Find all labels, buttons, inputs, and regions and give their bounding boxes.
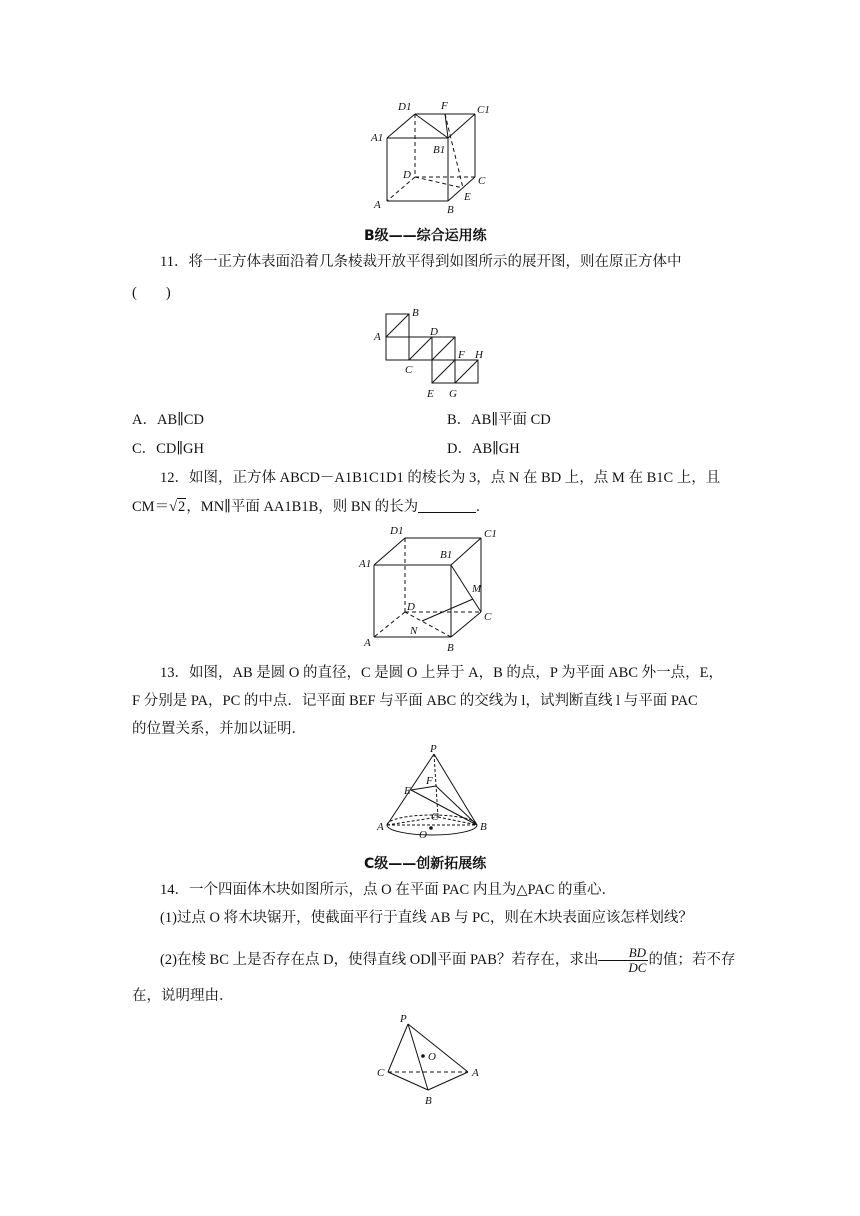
q12-label-C1: C1 bbox=[484, 528, 497, 540]
q14-line2: (1)过点 O 将木块锯开，使截面平行于直线 AB 与 PC，则在木块表面应该怎样划线？ bbox=[160, 910, 693, 926]
q13-label-A: A bbox=[377, 821, 384, 833]
q13-line3: 的位置关系，并加以证明． bbox=[132, 721, 306, 737]
q12-label-B: B bbox=[447, 642, 454, 654]
label-A1: A1 bbox=[371, 132, 384, 144]
q11-option-a: A．AB∥CD bbox=[132, 412, 204, 428]
net-label-H: H bbox=[475, 349, 483, 361]
q14-label-B: B bbox=[425, 1095, 432, 1107]
q12-label-D1: D1 bbox=[390, 525, 404, 537]
label-C: C bbox=[478, 175, 486, 187]
tetrahedron-figure bbox=[376, 1012, 488, 1108]
sqrt-expression: √2 bbox=[169, 499, 186, 515]
label-B1: B1 bbox=[433, 144, 446, 156]
label-D: D bbox=[403, 169, 411, 181]
net-label-A: A bbox=[374, 331, 381, 343]
section-c-heading: C级——创新拓展练 bbox=[364, 856, 487, 872]
net-label-F: F bbox=[458, 349, 465, 361]
label-F: F bbox=[441, 100, 448, 112]
net-label-G: G bbox=[449, 388, 457, 400]
fraction-numerator: BD bbox=[598, 946, 648, 961]
q13-label-O: O bbox=[419, 829, 427, 841]
q14-line1: 14．一个四面体木块如图所示，点 O 在平面 PAC 内且为△PAC 的重心． bbox=[160, 882, 616, 898]
sqrt-radicand: 2 bbox=[178, 499, 186, 515]
q12-label-N: N bbox=[410, 625, 418, 637]
fraction-denominator: DC bbox=[628, 960, 647, 975]
q11-line2: ( ) bbox=[132, 285, 171, 301]
q12-line2-a: CM＝ bbox=[132, 499, 170, 515]
label-D1: D1 bbox=[398, 101, 412, 113]
q13-line2: F 分别是 PA，PC 的中点．记平面 BEF 与平面 ABC 的交线为 l，试判断直线 l 与平面 PAC bbox=[132, 693, 698, 709]
q13-line1: 13．如图，AB 是圆 O 的直径，C 是圆 O 上异于 A，B 的点，P 为平面 ABC 外一点，E， bbox=[160, 665, 723, 681]
q12-label-M: M bbox=[472, 583, 482, 595]
q14-line3 bbox=[132, 946, 735, 975]
q13-label-P: P bbox=[430, 743, 437, 755]
q12-label-C: C bbox=[484, 611, 492, 623]
net-label-C: C bbox=[405, 364, 413, 376]
q11-option-b: B．AB∥平面 CD bbox=[447, 412, 551, 428]
q12-line2 bbox=[132, 497, 480, 517]
q14-label-O: O bbox=[428, 1051, 436, 1063]
q12-line2-end: . bbox=[476, 499, 480, 515]
label-A: A bbox=[374, 199, 381, 211]
q13-label-B: B bbox=[480, 821, 487, 833]
q12-label-B1: B1 bbox=[440, 549, 453, 561]
q12-line1: 12．如图，正方体 ABCD－A1B1C1D1 的棱长为 3，点 N 在 BD 上，点 M 在 B1C 上，且 bbox=[160, 470, 721, 486]
net-figure bbox=[370, 304, 495, 404]
cube-figure-top bbox=[368, 98, 498, 216]
q12-line2-b: ，MN∥平面 AA1B1B，则 BN 的长为 bbox=[186, 499, 419, 515]
q14-line4: 在，说明理由． bbox=[132, 988, 234, 1004]
net-label-B: B bbox=[412, 307, 419, 319]
q14-label-A: A bbox=[472, 1067, 479, 1079]
cone-figure bbox=[374, 742, 494, 842]
net-label-E: E bbox=[427, 388, 434, 400]
q11-option-c: C．CD∥GH bbox=[132, 441, 204, 457]
q13-label-C: C bbox=[431, 811, 439, 823]
q13-label-E: E bbox=[404, 785, 411, 797]
label-E: E bbox=[464, 191, 471, 203]
label-C1: C1 bbox=[477, 104, 490, 116]
q14-line3-b: 的值；若不存 bbox=[648, 951, 736, 968]
q14-label-C: C bbox=[377, 1067, 385, 1079]
q14-label-P: P bbox=[400, 1013, 407, 1025]
q14-line3-a: (2)在棱 BC 上是否存在点 D，使得直线 OD∥平面 PAB？若存在，求出 bbox=[160, 951, 599, 968]
q12-label-A: A bbox=[364, 637, 371, 649]
cube-figure-q12 bbox=[358, 520, 508, 652]
answer-blank bbox=[418, 498, 476, 513]
q13-label-F: F bbox=[426, 775, 433, 787]
fraction-bd-dc bbox=[598, 946, 648, 975]
q12-label-A1: A1 bbox=[359, 558, 372, 570]
q12-label-D: D bbox=[407, 601, 415, 613]
label-B: B bbox=[447, 204, 454, 216]
q11-option-d: D．AB∥GH bbox=[447, 441, 520, 457]
q11-line1: 11．将一正方体表面沿着几条棱裁开放平得到如图所示的展开图，则在原正方体中 bbox=[160, 254, 682, 270]
net-label-D: D bbox=[430, 326, 438, 338]
section-b-heading: B级——综合运用练 bbox=[364, 228, 487, 244]
